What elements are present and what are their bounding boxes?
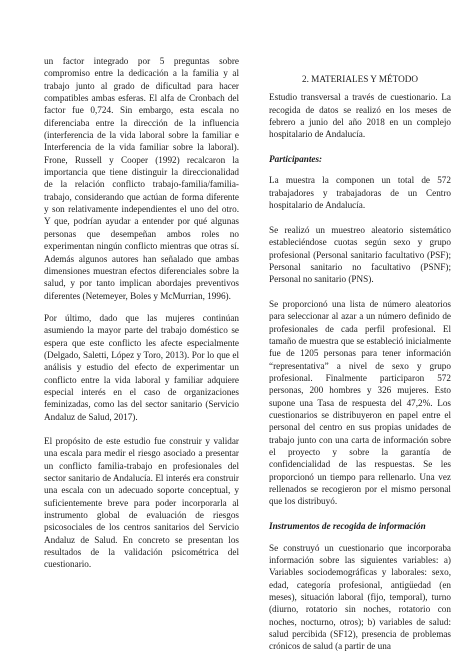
- left-paragraph-3: El propósito de este estudio fue construir y validar una escala para medir el riesgo asociado a presentar un conflicto familia-trabajo en profesionales del sector sanitario de Andalucía. El interés era construir una escala con un adecuado soporte conceptual, y suficientemente breve para poder incorporarla al instrumento global de evaluación de riesgos psicosociales de los centros sanitarios del Servicio Andaluz de Salud. En concreto se presentan los resultados de la validación psicométrica del cuestionario.: [44, 435, 239, 570]
- participants-paragraph-2: Se realizó un muestreo aleatorio sistemático estableciéndose cuotas según sexo y grupo profesional (Personal sanitario facultativo (PSF); Personal sanitario no facultativo (PSNF); Personal no sanitario (PNS).: [269, 224, 451, 285]
- section-heading: 2. MATERIALES Y MÉTODO: [301, 74, 419, 84]
- right-column: [269, 55, 451, 665]
- participants-paragraph-3: Se proporcionó una lista de número aleatorios para seleccionar al azar a un número definido de profesionales de cada perfil profesional. El tamaño de muestra que se estableció inicialmente fue de 1205 personas para tener información “representativa” a nivel de sexo y grupo profesional. Finalmente participaron 572 personas, 200 hombres y 326 mujeres. Esto supone una Tasa de respuesta del 47,2%. Los cuestionarios se distribuyeron en papel entre el personal del centro en sus propias unidades de trabajo junto con una carta de información sobre el proyecto y sobre la garantía de confidencialidad de las respuestas. Se les proporcionó un tiempo para rellenarlo. Una vez rellenados se recogieron por el mismo personal que los distribuyó.: [269, 298, 451, 507]
- intro-paragraph: Estudio transversal a través de cuestionario. La recogida de datos se realizó en los meses de febrero a junio del año 2018 en un complejo hospitalario de Andalucía.: [269, 92, 451, 140]
- instruments-paragraph: Se construyó un cuestionario que incorporaba información sobre las siguientes variables: a) Variables sociodemográficas y laborales: sexo, edad, categoría profesional, antigüedad (en meses), situación laboral (fijo, temporal), turno (diurno, rotatorio sin noches, rotatorio con noches, nocturno, otros); b) variables de salud: salud percibida (SF12), presencia de problemas crónicos de salud (a partir de una: [269, 542, 451, 652]
- participants-paragraph-1: La muestra la componen un total de 572 trabajadores y trabajadoras de un Centro hospitalario de Andalucía.: [269, 175, 451, 211]
- left-column: [44, 55, 239, 583]
- subheading-instruments: Instrumentos de recogida de información: [269, 521, 426, 532]
- subheading-participants: Participantes:: [269, 154, 323, 165]
- left-paragraph-2: Por último, dado que las mujeres continúan asumiendo la mayor parte del trabajo doméstico se espera que este conflicto les afecte especialmente (Delgado, Saletti, López y Toro, 2013). Por lo que el análisis y estudio del efecto de experimentar un conflicto entre la vida laboral y familiar adquiere especial interés en el caso de organizaciones feminizadas, como las del sector sanitario (Servicio Andaluz de Salud, 2017).: [44, 312, 239, 422]
- left-paragraph-1: un factor integrado por 5 preguntas sobre compromiso entre la dedicación a la familia y al trabajo junto al grado de dificultad para hacer compatibles ambas esferas. El alfa de Cronbach del factor fue 0,724. Sin embargo, esta escala no diferenciaba entre la dirección de la influencia (interferencia de la vida laboral sobre la familiar e Interferencia de la vida familiar sobre la laboral). Frone, Russell y Cooper (1992) recalcaron la importancia que tiene distinguir la direccionalidad de la relación conflicto trabajo-familia/familia-trabajo, considerando que actúan de forma diferente y son relativamente independientes el uno del otro. Y que, podrían ayudar a entender por qué algunas personas que desempeñan ambos roles no experimentan ningún conflicto mientras que otras sí. Además algunos autores han señalado que ambas dimensiones muestran efectos diferenciales sobre la salud, y por tanto implican abordajes preventivos diferentes (Netemeyer, Boles y McMurrian, 1996).: [44, 56, 239, 301]
